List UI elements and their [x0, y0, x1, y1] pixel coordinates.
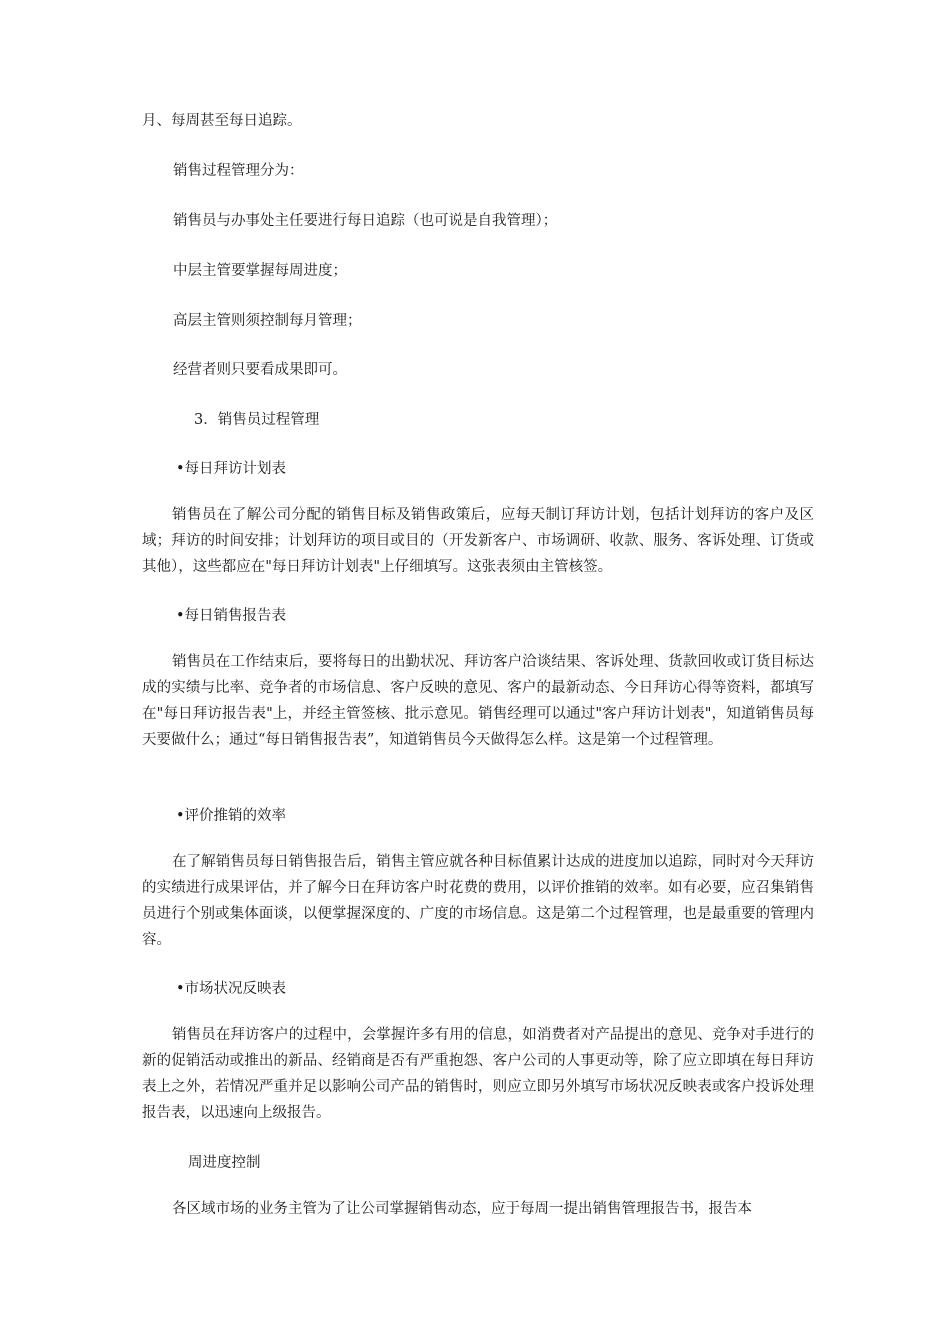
- text-line-intro: 销售过程管理分为：: [173, 163, 304, 179]
- weekly-progress-heading: 周进度控制: [188, 1155, 261, 1171]
- text-line-middle-manager: 中层主管要掌握每周进度；: [173, 263, 347, 279]
- item-body-daily-visit-plan: 销售员在了解公司分配的销售目标及销售政策后，应每天制订拜访计划，包括计划拜访的客户及区域；拜访的时间安排；计划拜访的项目或目的（开发新客户、市场调研、收款、服务、客诉处理、订货或其他），这些都应在"每日拜访计划表"上仔细填写。这张表须由主管核签。: [142, 507, 814, 575]
- item-title-daily-visit-plan: •每日拜访计划表: [176, 461, 287, 477]
- item-title-efficiency: •评价推销的效率: [176, 808, 287, 824]
- item-title-daily-sales-report: •每日销售报告表: [176, 608, 287, 624]
- section-heading: 3．销售员过程管理: [194, 412, 320, 428]
- item-body-daily-sales-report: 销售员在工作结束后，要将每日的出勤状况、拜访客户洽谈结果、客诉处理、货款回收或订货目标达成的实绩与比率、竞争者的市场信息、客户反映的意见、客户的最新动态、今日拜访心得等资料，都填写在"每日拜访报告表"上，并经主管签核、批示意见。销售经理可以通过"客户拜访计划表"，知道销售员每天要做什么；通过“每日销售报告表”，知道销售员今天做得怎么样。这是第一个过程管理。: [142, 654, 814, 748]
- weekly-progress-body: 各区域市场的业务主管为了让公司掌握销售动态，应于每周一提出销售管理报告书，报告本: [172, 1201, 752, 1217]
- text-line-salesperson: 销售员与办事处主任要进行每日追踪（也可说是自我管理）；: [173, 213, 558, 229]
- text-line-continuation: 月、每周甚至每日追踪。: [142, 113, 302, 129]
- text-line-operator: 经营者则只要看成果即可。: [173, 362, 347, 378]
- text-line-senior-manager: 高层主管则须控制每月管理；: [173, 313, 362, 329]
- item-body-efficiency: 在了解销售员每日销售报告后，销售主管应就各种目标值累计达成的进度加以追踪，同时对今天拜访的实绩进行成果评估，并了解今日在拜访客户时花费的费用，以评价推销的效率。如有必要，应召集销售员进行个别或集体面谈，以便掌握深度的、广度的市场信息。这是第二个过程管理，也是最重要的管理内容。: [142, 854, 814, 948]
- item-title-market-status: •市场状况反映表: [176, 981, 287, 997]
- item-body-market-status: 销售员在拜访客户的过程中，会掌握许多有用的信息，如消费者对产品提出的意见、竞争对手进行的新的促销活动或推出的新品、经销商是否有严重抱怨、客户公司的人事更动等，除了应立即填在每日拜访表上之外，若情况严重并足以影响公司产品的销售时，则应立即另外填写市场状况反映表或客户投诉处理报告表，以迅速向上级报告。: [142, 1027, 814, 1121]
